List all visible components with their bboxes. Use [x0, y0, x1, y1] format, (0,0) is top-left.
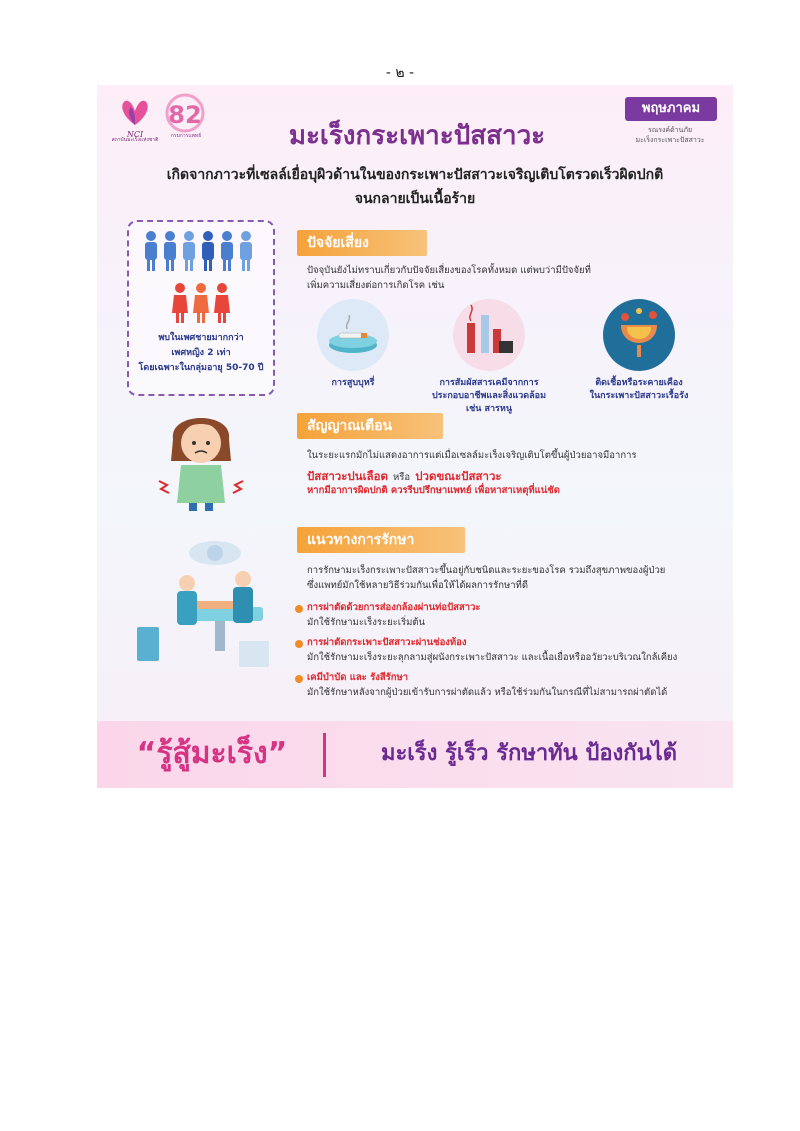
- risk-factors-heading: ปัจจัยเสี่ยง: [297, 230, 427, 256]
- treatment-heading: แนวทางการรักษา: [297, 527, 465, 553]
- treatment-item-2: การผ่าตัดกระเพาะปัสสาวะผ่านช่องท้อง มักใช้รักษามะเร็งระยะลุกลามสู่ผนังกระเพาะปัสสาวะ และเนื้อเยื่อหรืออวัยวะบริเวณใกล้เคียง: [307, 637, 678, 663]
- surgery-room-icon: [131, 531, 281, 681]
- poster-subtitle: เกิดจากภาวะที่เซลล์เยื่อบุผิวด้านในของกระเพาะปัสสาวะเจริญเติบโตรวดเร็วผิดปกติ จนกลายเป็นเนื้อร้าย: [166, 167, 664, 207]
- nci-logo-text: สถาบันมะเร็งแห่งชาติ: [111, 137, 159, 143]
- symptom-or: หรือ: [393, 472, 411, 483]
- svg-text:NCI: NCI: [126, 130, 144, 139]
- warning-heading: สัญญาณเตือน: [297, 413, 443, 439]
- dms-logo-text: กรมการแพทย์: [170, 133, 202, 139]
- factory-chemical-icon: [453, 299, 525, 371]
- gender-stat-text: พบในเพศชายมากกว่า เพศหญิง 2 เท่า โดยเฉพาะในกลุ่มอายุ 50-70 ปี: [138, 333, 264, 373]
- nci-logo-icon: [115, 95, 155, 141]
- infection-circle: [603, 299, 675, 371]
- footer-divider: [323, 733, 326, 777]
- risk-item-smoking: การสูบบุหรี่: [331, 378, 375, 388]
- symptom-blood-urine: ปัสสาวะปนเลือด: [307, 469, 388, 483]
- month-badge: พฤษภาคม: [625, 97, 717, 121]
- warning-advice: หากมีอาการผิดปกติ ควรรีบปรึกษาแพทย์ เพื่อหาสาเหตุที่แน่ชัด: [307, 485, 560, 496]
- month-subtitle: รณรงค์ด้านภัย มะเร็งกระเพาะปัสสาวะ: [635, 126, 705, 144]
- chemical-circle: [453, 299, 525, 371]
- poster-title: มะเร็งกระเพาะปัสสาวะ: [288, 121, 546, 151]
- risk-item-chemical: การสัมผัสสารเคมีจากการ ประกอบอาชีพและสิ่งแวดล้อม เช่น สารหนู: [431, 378, 547, 414]
- footer-slogan-right: มะเร็ง รู้เร็ว รักษาทัน ป้องกันได้: [380, 741, 678, 766]
- smoking-circle: [317, 299, 389, 371]
- treatment-item-3: เคมีบำบัด และ รังสีรักษา มักใช้รักษาหลังจากผู้ป่วยเข้ารับการผ่าตัดแล้ว หรือใช้ร่วมกันในกรณีที่ไม่สามารถผ่าตัดได้: [307, 672, 668, 698]
- treatment-text: การรักษามะเร็งกระเพาะปัสสาวะขึ้นอยู่กับชนิดและระยะของโรค รวมถึงสุขภาพของผู้ป่วย ซึ่งแพทย์มักใช้หลายวิธีร่วมกันเพื่อให้ได้ผลการรักษาที่ดี: [307, 565, 666, 591]
- ashtray-cigarette-icon: [317, 299, 389, 371]
- infographic-poster: [97, 85, 733, 788]
- bullet-icon: [295, 675, 303, 683]
- risk-factors-text: ปัจจุบันยังไม่ทราบเกี่ยวกับปัจจัยเสี่ยงของโรคทั้งหมด แต่พบว่ามีปัจจัยที่ เพิ่มความเสี่ยงต่อการเกิดโรค เช่น: [307, 265, 591, 291]
- risk-item-infection: ติดเชื้อหรือระคายเคือง ในกระเพาะปัสสาวะเรื้อรัง: [589, 378, 689, 401]
- svg-text:82: 82: [168, 101, 202, 129]
- bullet-icon: [295, 640, 303, 648]
- footer-slogan-left: “รู้สู้มะเร็ง”: [136, 736, 288, 771]
- page-number: - ๒ -: [385, 65, 415, 81]
- people-gender-icon: [139, 227, 263, 327]
- symptom-pain: ปวดขณะปัสสาวะ: [415, 469, 502, 483]
- treatment-item-1: การผ่าตัดด้วยการส่องกล้องผ่านท่อปัสสาวะ มักใช้รักษามะเร็งระยะเริ่มต้น: [307, 602, 481, 628]
- bladder-infection-icon: [603, 299, 675, 371]
- woman-pain-icon: [153, 403, 249, 513]
- warning-text: ในระยะแรกมักไม่แสดงอาการแต่เมื่อเซลล์มะเร็งเจริญเติบโตขึ้นผู้ป่วยอาจมีอาการ: [307, 450, 637, 461]
- bullet-icon: [295, 605, 303, 613]
